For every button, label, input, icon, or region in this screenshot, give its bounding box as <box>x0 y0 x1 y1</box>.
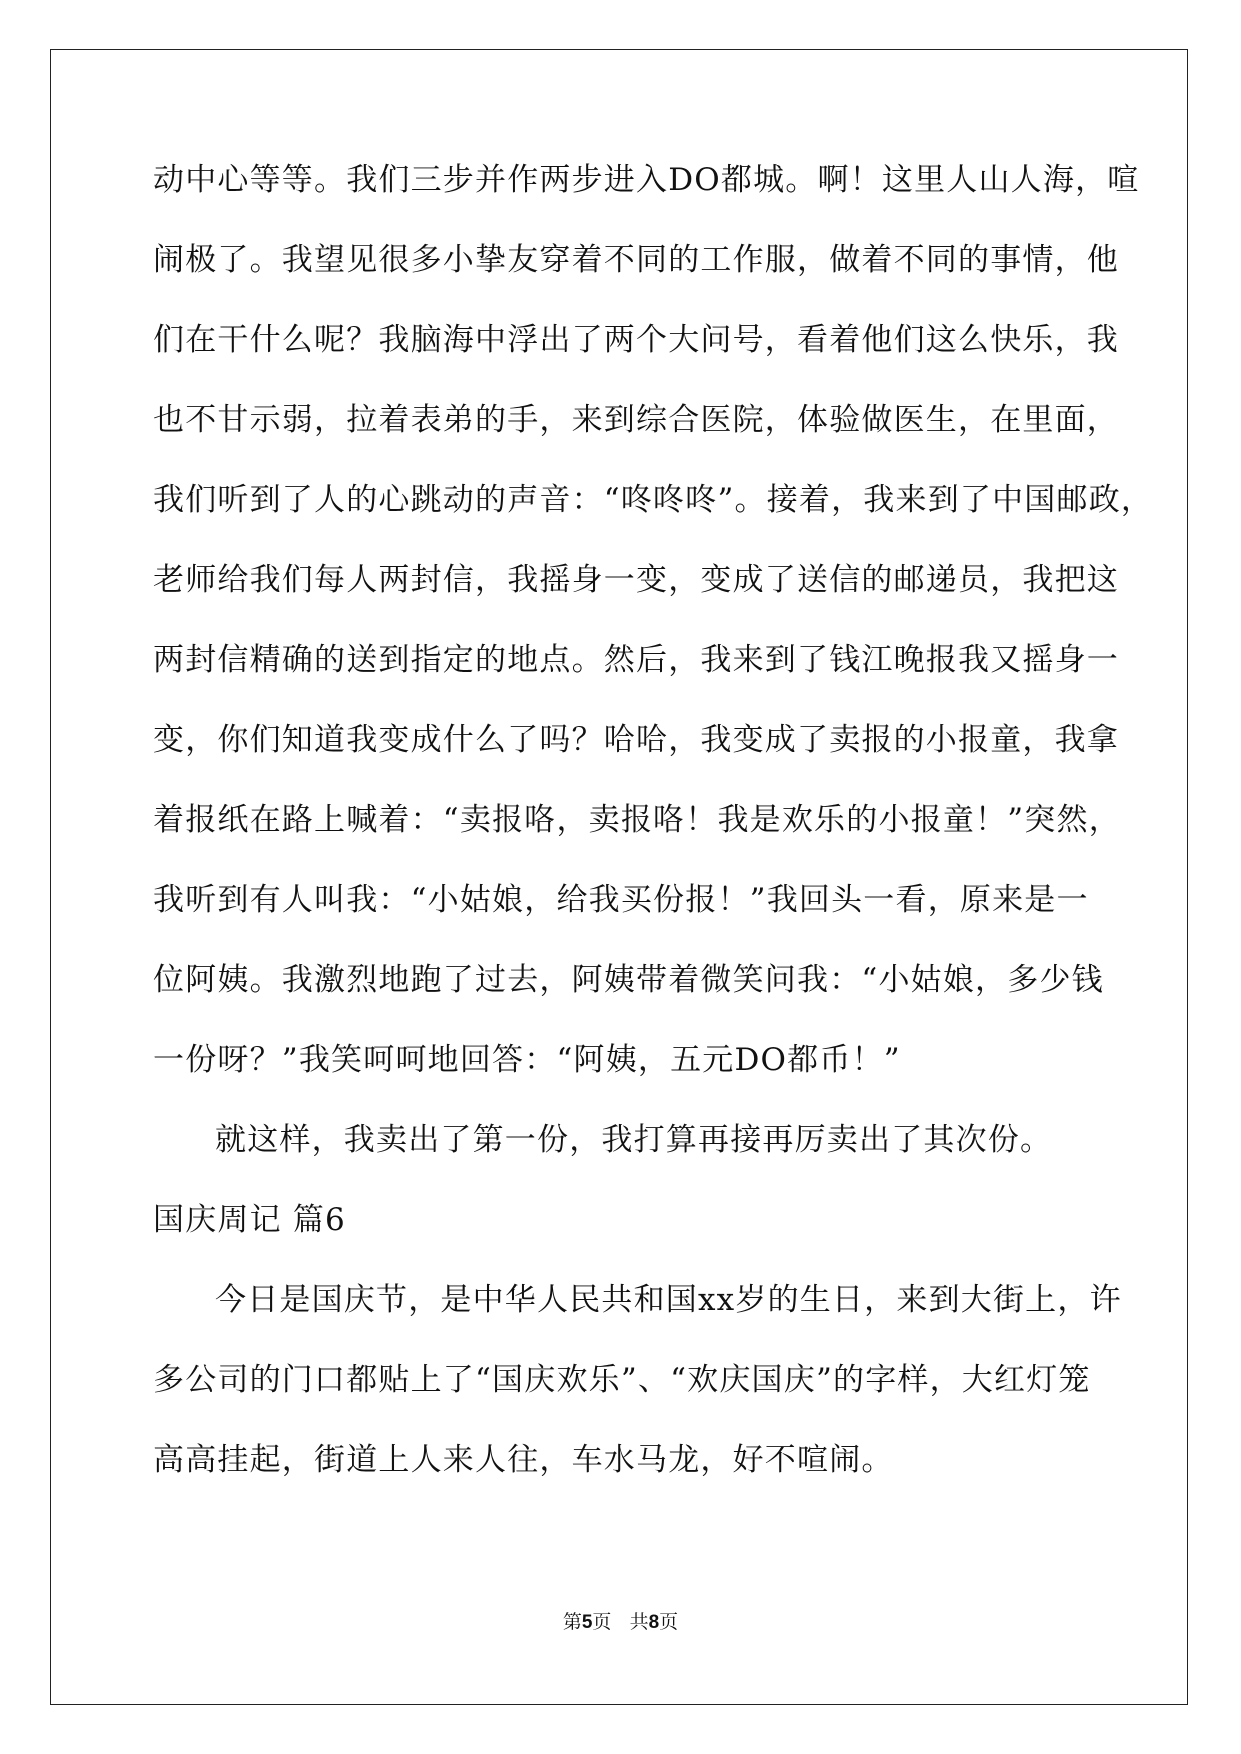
document-body <box>153 160 1154 1520</box>
section-heading: 国庆周记 篇6 <box>153 1202 346 1238</box>
text-line: 位阿姨。我激烈地跑了过去，阿姨带着微笑问我：“小姑娘，多少钱 <box>153 962 1104 998</box>
text-line: 一份呀？”我笑呵呵地回答：“阿姨，五元DO都币！” <box>153 1042 901 1078</box>
paragraph-start-line: 就这样，我卖出了第一份，我打算再接再厉卖出了其次份。 <box>215 1122 1053 1158</box>
text-line: 也不甘示弱，拉着表弟的手，来到综合医院，体验做医生，在里面， <box>153 402 1119 438</box>
text-line: 们在干什么呢？我脑海中浮出了两个大问号，看着他们这么快乐，我 <box>153 322 1119 358</box>
paragraph-start-line: 今日是国庆节，是中华人民共和国xx岁的生日，来到大街上，许 <box>215 1282 1122 1318</box>
text-line: 闹极了。我望见很多小挚友穿着不同的工作服，做着不同的事情，他 <box>153 242 1119 278</box>
page-prefix: 第 <box>562 1611 582 1633</box>
text-line: 高高挂起，街道上人来人往，车水马龙，好不喧闹。 <box>153 1442 894 1478</box>
text-line: 多公司的门口都贴上了“国庆欢乐”、“欢庆国庆”的字样，大红灯笼 <box>153 1362 1091 1398</box>
text-line: 变，你们知道我变成什么了吗？哈哈，我变成了卖报的小报童，我拿 <box>153 722 1119 758</box>
text-line: 老师给我们每人两封信，我摇身一变，变成了送信的邮递员，我把这 <box>153 562 1119 598</box>
page-unit: 页 <box>592 1611 612 1633</box>
text-line: 动中心等等。我们三步并作两步进入DO都城。啊！这里人山人海，喧 <box>153 162 1140 198</box>
total-prefix: 共 <box>629 1611 649 1633</box>
page-total-number: 8 <box>648 1612 660 1633</box>
text-line: 两封信精确的送到指定的地点。然后，我来到了钱江晚报我又摇身一 <box>153 642 1119 678</box>
page-current-number: 5 <box>581 1612 593 1633</box>
text-line: 我们听到了人的心跳动的声音：“咚咚咚”。接着，我来到了中国邮政， <box>153 482 1154 518</box>
text-line: 我听到有人叫我：“小姑娘，给我买份报！”我回头一看，原来是一 <box>153 882 1089 918</box>
page-footer <box>0 1610 1241 1635</box>
text-line: 着报纸在路上喊着：“卖报咯，卖报咯！我是欢乐的小报童！”突然， <box>153 802 1121 838</box>
total-unit: 页 <box>659 1611 679 1633</box>
